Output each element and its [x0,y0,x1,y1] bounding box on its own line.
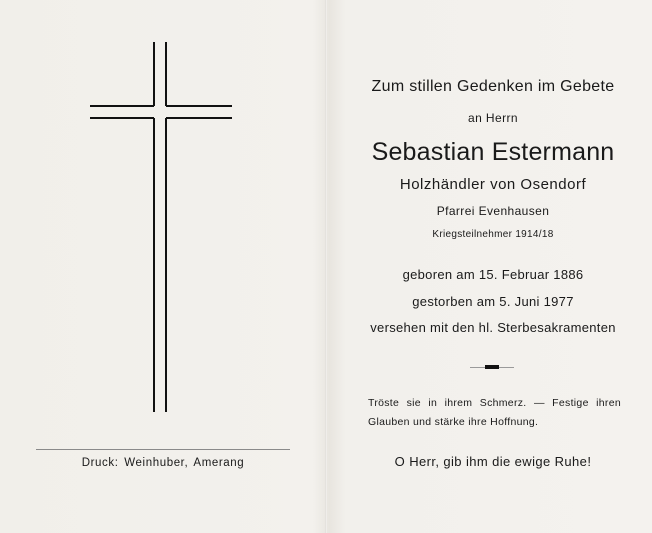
intro-line: Zum stillen Gedenken im Gebete [371,78,615,95]
birth-date: geboren am 15. Februar 1886 [402,267,584,282]
card-fold [325,0,327,533]
salutation: an Herrn [468,111,518,125]
cross-icon [86,40,236,415]
death-date: gestorben am 5. Juni 1977 [412,294,574,309]
deceased-name: Sebastian Estermann [371,138,615,166]
ornament-bar [485,365,499,369]
war-service: Kriegsteilnehmer 1914/18 [432,229,554,240]
ornament-divider [470,364,514,370]
sacraments-line: versehen mit den hl. Sterbesakramenten [370,320,616,335]
verse-line: Tröste sie in ihrem Schmerz. — Festige ihren [368,397,621,409]
printer-divider [36,449,290,450]
parish: Pfarrei Evenhausen [436,204,550,218]
closing-prayer: O Herr, gib ihm die ewige Ruhe! [394,454,592,469]
verse-line: Glauben und stärke ihre Hoffnung. [368,416,539,428]
printer-credit: Druck: Weinhuber, Amerang [81,457,245,469]
occupation: Holzhändler von Osendorf [399,176,587,193]
consolation-verse [368,394,621,432]
